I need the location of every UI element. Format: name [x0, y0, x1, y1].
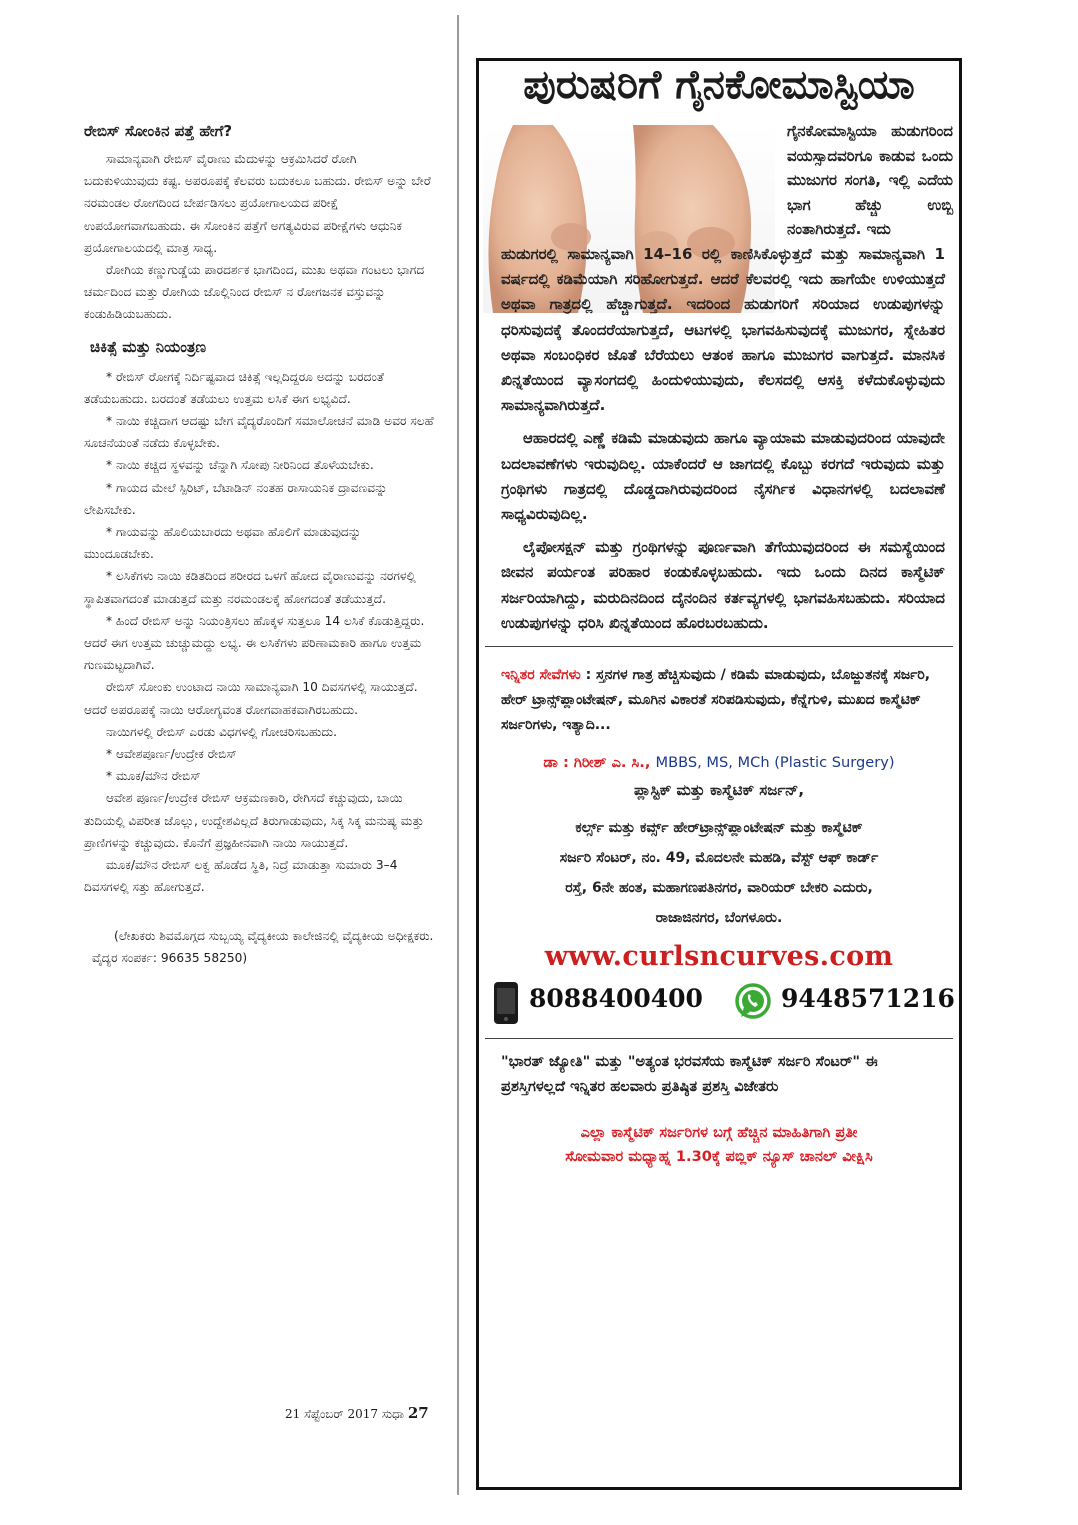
- mobile-phone-icon: [491, 980, 521, 1026]
- article-column: [84, 118, 434, 969]
- clinic-address-4: ರಾಜಾಜಿನಗರ, ಬೆಂಗಳೂರು.: [655, 910, 783, 927]
- doctor-name: ಡಾ : ಗಿರೀಶ್ ಎ. ಸಿ.,: [543, 754, 651, 772]
- ad-headline: ಪುರುಷರಿಗೆ ಗೈನಕೋಮಾಸ್ಟಿಯಾ: [523, 62, 915, 108]
- paragraph-5: ಆವೇಶ ಪೂರ್ಣ/ಉದ್ರೇಕ ರೇಬಿಸ್ ಆಕ್ರಮಣಕಾರಿ, ರೇಗಿಸದೆ ಕಚ್ಚುವುದು, ಬಾಯಿ ತುದಿಯಲ್ಲಿ ವಿಪರೀತ ಜೊಲ್ಲು, ಉದ್ದೇಶವಿಲ್ಲದೆ ತಿರುಗಾಡುವುದು, ಸಿಕ್ಕ ಸಿಕ್ಕ ಮನುಷ್ಯ ಮತ್ತು ಪ್ರಾಣಿಗಳನ್ನು ಕಚ್ಚುವುದು. ಕೊನೆಗೆ ಪ್ರಜ್ಞಹೀನವಾಗಿ ನಾಯಿ ಸಾಯುತ್ತದೆ.: [84, 791, 424, 850]
- ad-body: [479, 109, 959, 1169]
- heading-detection: ರೇಬಿಸ್ ಸೋಂಕಿನ ಪತ್ತೆ ಹೇಗೆ?: [84, 122, 233, 140]
- treatment-item-6: * ಲಸಿಕೆಗಳು ನಾಯಿ ಕಡಿತದಿಂದ ಶರೀರದ ಒಳಗೆ ಹೋದ ವೈರಾಣುವನ್ನು ನರಗಳಲ್ಲಿ ಸ್ಥಾಪಿತವಾಗದಂತೆ ಮಾಡುತ್ತದೆ ಮತ್ತು ನರಮಂಡಲಕ್ಕೆ ಹೋಗದಂತೆ ತಡೆಯುತ್ತದೆ.: [84, 569, 416, 606]
- whatsapp-icon: [733, 982, 773, 1022]
- other-services: [485, 657, 953, 738]
- doctor-line: [485, 754, 953, 771]
- tv-notice-line-1: ಎಲ್ಲಾ ಕಾಸ್ಮೆಟಿಕ್ ಸರ್ಜರಿಗಳ ಬಗ್ಗೆ ಹೆಚ್ಚಿನ ಮಾಹಿತಿಗಾಗಿ ಪ್ರತೀ: [580, 1124, 858, 1142]
- page-number: 27: [407, 1404, 429, 1422]
- rabies-type-2: * ಮೂಕ/ಮೌನ ರೇಬಿಸ್: [106, 769, 201, 784]
- treatment-item-3: * ನಾಯಿ ಕಚ್ಚಿದ ಸ್ಥಳವನ್ನು ಚೆನ್ನಾಗಿ ಸೋಪು ನೀರಿನಿಂದ ತೊಳೆಯಬೇಕು.: [106, 458, 374, 473]
- whatsapp-number[interactable]: 9448571216: [781, 984, 955, 1014]
- doctor-title: ಪ್ಲಾಸ್ಟಿಕ್ ಮತ್ತು ಕಾಸ್ಮೆಟಿಕ್ ಸರ್ಜನ್,: [633, 781, 805, 800]
- tv-notice: [485, 1121, 953, 1169]
- paragraph-3: ರೇಬಿಸ್ ಸೋಂಕು ಉಂಟಾದ ನಾಯಿ ಸಾಮಾನ್ಯವಾಗಿ 10 ದಿವಸಗಳಲ್ಲಿ ಸಾಯುತ್ತದೆ. ಆದರೆ ಅಪರೂಪಕ್ಕೆ ನಾಯಿ ಆರೋಗ್ಯವಂತ ರೋಗವಾಹಕವಾಗಿರಬಹುದು.: [84, 680, 418, 717]
- phone-number[interactable]: 8088400400: [529, 984, 703, 1014]
- treatment-item-4: * ಗಾಯದ ಮೇಲೆ ಸ್ಪಿರಿಟ್, ಬೆಟಾಡಿನ್ ನಂತಹ ರಾಸಾಯನಿಕ ದ್ರಾವಣವನ್ನು ಲೇಪಿಸಬೇಕು.: [84, 480, 388, 517]
- ad-divider: [485, 646, 953, 647]
- paragraph-6: ಮೂಕ/ಮೌನ ರೇಬಿಸ್ ಲಕ್ವ ಹೊಡೆದ ಸ್ಥಿತಿ, ನಿದ್ರೆ ಮಾಡುತ್ತಾ ಸುಮಾರು 3–4 ದಿವಸಗಳಲ್ಲಿ ಸತ್ತು ಹೋಗುತ್ತದೆ.: [84, 858, 398, 895]
- advertisement-box: [476, 58, 962, 1490]
- ad-body-2: ಆಹಾರದಲ್ಲಿ ಎಣ್ಣೆ ಕಡಿಮೆ ಮಾಡುವುದು ಹಾಗೂ ವ್ಯಾಯಾಮ ಮಾಡುವುದರಿಂದ ಯಾವುದೇ ಬದಲಾವಣೆಗಳು ಇರುವುದಿಲ್ಲ. ಯಾಕೆಂದರೆ ಆ ಜಾಗದಲ್ಲಿ ಕೊಬ್ಬು ಕರಗದೆ ಇರುವುದು ಮತ್ತು ಗ್ರಂಥಿಗಳು ಗಾತ್ರದಲ್ಲಿ ದೊಡ್ಡದಾಗಿರುವುದರಿಂದ ನೈಸರ್ಗಿಕ ವಿಧಾನಗಳಲ್ಲಿ ಬದಲಾವಣೆ ಸಾಧ್ಯವಿರುವುದಿಲ್ಲ.: [501, 429, 945, 523]
- treatment-item-5: * ಗಾಯವನ್ನು ಹೊಲಿಯಬಾರದು ಅಥವಾ ಹೊಲಿಗೆ ಮಾಡುವುದನ್ನು ಮುಂದೂಡಬೇಕು.: [84, 525, 362, 562]
- column-divider: [457, 15, 459, 1495]
- website-link[interactable]: www.curlsncurves.com: [544, 941, 894, 973]
- treatment-item-7: * ಹಿಂದೆ ರೇಬಿಸ್ ಅನ್ನು ನಿಯಂತ್ರಿಸಲು ಹೊಕ್ಕಳ ಸುತ್ತಲೂ 14 ಲಸಿಕೆ ಕೊಡುತ್ತಿದ್ದರು. ಆದರೆ ಈಗ ಉತ್ತಮ ಚುಚ್ಚುಮದ್ದು ಲಭ್ಯ. ಈ ಲಸಿಕೆಗಳು ಪರಿಣಾಮಕಾರಿ ಹಾಗೂ ಉತ್ತಮ ಗುಣಮಟ್ಟದಾಗಿವೆ.: [84, 613, 425, 673]
- clinic-address-3: ರಸ್ತೆ, 6ನೇ ಹಂತ, ಮಹಾಗಣಪತಿನಗರ, ವಾರಿಯರ್ ಬೇಕರಿ ಎದುರು,: [565, 880, 873, 897]
- services-text: : ಸ್ತನಗಳ ಗಾತ್ರ ಹೆಚ್ಚಿಸುವುದು / ಕಡಿಮೆ ಮಾಡುವುದು, ಬೊಜ್ಜುತನಕ್ಕೆ ಸರ್ಜರಿ, ಹೇರ್ ಟ್ರಾನ್ಸ್‌ಪ್ಲಾಂಟೇಷನ್, ಮೂಗಿನ ವಿಕಾರತೆ ಸರಿಪಡಿಸುವುದು, ಕೆನ್ನೆಗುಳಿ, ಮುಖದ ಕಾಸ್ಮೆಟಿಕ್ ಸರ್ಜರಿಗಳು, ಇತ್ಯಾದಿ...: [501, 667, 931, 734]
- ad-divider-2: [485, 1038, 953, 1039]
- tv-notice-line-2: ಸೋಮವಾರ ಮಧ್ಯಾಹ್ನ 1.30ಕ್ಕೆ ಪಬ್ಲಿಕ್ ನ್ಯೂಸ್ ಚಾನಲ್ ವೀಕ್ಷಿಸಿ: [565, 1148, 873, 1166]
- phone-row: [485, 980, 953, 1028]
- clinic-address-2: ಸರ್ಜರಿ ಸೆಂಟರ್, ನಂ. 49, ಮೊದಲನೇ ಮಹಡಿ, ವೆಸ್ಟ್ ಆಫ್ ಕಾರ್ಡ್: [559, 850, 879, 867]
- page-folio: [285, 1404, 429, 1422]
- author-byline: (ಲೇಖಕರು ಶಿವಮೊಗ್ಗದ ಸುಬ್ಬಯ್ಯ ವೈದ್ಯಕೀಯ ಕಾಲೇಜಿನಲ್ಲಿ ವೈದ್ಯಕೀಯ ಅಧೀಕ್ಷಕರು. ವೈದ್ಯರ ಸಂಪರ್ಕ: 96635 58250): [92, 928, 434, 965]
- heading-treatment: ಚಿಕಿತ್ಸೆ ಮತ್ತು ನಿಯಂತ್ರಣ: [90, 337, 207, 356]
- services-label: ಇನ್ನಿತರ ಸೇವೆಗಳು: [501, 667, 581, 684]
- paragraph-2: ರೋಗಿಯ ಕಣ್ಣುಗುಡ್ಡೆಯ ಪಾರದರ್ಶಕ ಭಾಗದಿಂದ, ಮುಖ ಅಥವಾ ಗಂಟಲು ಭಾಗದ ಚರ್ಮದಿಂದ ಮತ್ತು ರೋಗಿಯ ಜೊಲ್ಲಿನಿಂದ ರೇಬಿಸ್ ನ ರೋಗಜನಕ ವಸ್ತುವನ್ನು ಕಂಡುಹಿಡಿಯಬಹುದು.: [84, 263, 425, 322]
- paragraph-1: ಸಾಮಾನ್ಯವಾಗಿ ರೇಬಿಸ್ ವೈರಾಣು ಮೆದುಳನ್ನು ಆಕ್ರಮಿಸಿದರೆ ರೋಗಿ ಬದುಕುಳಿಯುವುದು ಕಷ್ಟ. ಅಪರೂಪಕ್ಕೆ ಕೆಲವರು ಬದುಕಲೂ ಬಹುದು. ರೇಬಿಸ್ ಅನ್ನು ಬೇರೆ ನರಮಂಡಲ ರೋಗದಿಂದ ಬೇರ್ಪಡಿಸಲು ಪ್ರಯೋಗಾಲಯದ ಪರೀಕ್ಷೆ ಉಪಯೋಗವಾಗಬಹುದು. ಈ ಸೋಂಕಿನ ಪತ್ತೆಗೆ ಅಗತ್ಯವಿರುವ ಪರೀಕ್ಷೆಗಳು ಆಧುನಿಕ ಪ್ರಯೋಗಾಲಯದಲ್ಲಿ ಮಾತ್ರ ಸಾಧ್ಯ.: [84, 152, 431, 255]
- clinic-address-1: ಕರ್ಲ್ಸ್ ಮತ್ತು ಕರ್ವ್ಸ್ ಹೇರ್‌ಟ್ರಾನ್ಸ್‌ಪ್ಲಾಂಟೇಷನ್ ಮತ್ತು ಕಾಸ್ಮೆಟಿಕ್: [575, 820, 863, 837]
- ad-intro: ಗೈನಕೋಮಾಸ್ಟಿಯಾ ಹುಡುಗರಿಂದ ವಯಸ್ಸಾದವರಿಗೂ ಕಾಡುವ ಒಂದು ಮುಜುಗರ ಸಂಗತಿ, ಇಲ್ಲಿ ಎದೆಯ ಭಾಗ ಹೆಚ್ಚು ಉಬ್ಬಿ ನಂತಾಗಿರುತ್ತದೆ. ಇದು: [787, 122, 953, 239]
- folio-date: 21 ಸೆಪ್ಟೆಂಬರ್ 2017 ಸುಧಾ: [285, 1407, 404, 1421]
- ad-body-3: ಲೈಪೋಸಕ್ಷನ್ ಮತ್ತು ಗ್ರಂಥಿಗಳನ್ನು ಪೂರ್ಣವಾಗಿ ತೆಗೆಯುವುದರಿಂದ ಈ ಸಮಸ್ಯೆಯಿಂದ ಜೀವನ ಪರ್ಯಂತ ಪರಿಹಾರ ಕಂಡುಕೊಳ್ಳಬಹುದು. ಇದು ಒಂದು ದಿನದ ಕಾಸ್ಮೆಟಿಕ್ ಸರ್ಜರಿಯಾಗಿದ್ದು, ಮರುದಿನದಿಂದ ದೈನಂದಿನ ಕರ್ತವ್ಯಗಳಲ್ಲಿ ಭಾಗವಹಿಸಬಹುದು. ಸರಿಯಾದ ಉಡುಪುಗಳನ್ನು ಧರಿಸಿ ಖಿನ್ನತೆಯಿಂದ ಹೊರಬರಬಹುದು.: [501, 538, 945, 632]
- treatment-item-1: * ರೇಬಿಸ್ ರೋಗಕ್ಕೆ ನಿರ್ದಿಷ್ಟವಾದ ಚಿಕಿತ್ಸೆ ಇಲ್ಲದಿದ್ದರೂ ಅದನ್ನು ಬರದಂತೆ ತಡೆಯಬಹುದು. ಬರದಂತೆ ತಡೆಯಲು ಉತ್ತಮ ಲಸಿಕೆ ಈಗ ಲಭ್ಯವಿದೆ.: [84, 369, 384, 406]
- paragraph-4: ನಾಯಿಗಳಲ್ಲಿ ರೇಬಿಸ್ ಎರಡು ವಿಧಗಳಲ್ಲಿ ಗೋಚರಿಸಬಹುದು.: [106, 724, 338, 739]
- rabies-type-1: * ಆವೇಶಪೂರ್ಣ/ಉದ್ರೇಕ ರೇಬಿಸ್: [106, 747, 237, 762]
- ad-body-1: ಹುಡುಗರಲ್ಲಿ ಸಾಮಾನ್ಯವಾಗಿ 14–16 ರಲ್ಲಿ ಕಾಣಿಸಿಕೊಳ್ಳುತ್ತದೆ ಮತ್ತು ಸಾಮಾನ್ಯವಾಗಿ 1 ವರ್ಷದಲ್ಲಿ ಕಡಿಮೆಯಾಗಿ ಸರಿಹೋಗುತ್ತದೆ. ಆದರೆ ಕೆಲವರಲ್ಲಿ ಇದು ಹಾಗೆಯೇ ಉಳಿಯುತ್ತದೆ ಅಥವಾ ಗಾತ್ರದಲ್ಲಿ ಹೆಚ್ಚಾಗುತ್ತದೆ. ಇದರಿಂದ ಹುಡುಗರಿಗೆ ಸರಿಯಾದ ಉಡುಪುಗಳನ್ನು ಧರಿಸುವುದಕ್ಕೆ ತೊಂದರೆಯಾಗುತ್ತದೆ, ಆಟಗಳಲ್ಲಿ ಭಾಗವಹಿಸುವುದಕ್ಕೆ ಮುಜುಗರ, ಸ್ನೇಹಿತರ ಅಥವಾ ಸಂಬಂಧಿಕರ ಜೊತೆ ಬೆರೆಯಲು ಆತಂಕ ಹಾಗೂ ಮುಜುಗರ ವಾಗುತ್ತದೆ. ಮಾನಸಿಕ ಖಿನ್ನತೆಯಿಂದ ವ್ಯಾಸಂಗದಲ್ಲಿ ಹಿಂದುಳಿಯುವುದು, ಕೆಲಸದಲ್ಲಿ ಆಸಕ್ತಿ ಕಳೆದುಕೊಳ್ಳುವುದು ಸಾಮಾನ್ಯವಾಗಿರುತ್ತದೆ.: [501, 244, 945, 415]
- awards-text: "ಭಾರತ್ ಜ್ಯೋತಿ" ಮತ್ತು "ಅತ್ಯಂತ ಭರವಸೆಯ ಕಾಸ್ಮೆಟಿಕ್ ಸರ್ಜರಿ ಸೆಂಟರ್" ಈ ಪ್ರಶಸ್ತಿಗಳಲ್ಲದೆ ಇನ್ನಿತರ ಹಲವಾರು ಪ್ರತಿಷ್ಠಿತ ಪ್ರಶಸ್ತಿ ವಿಜೇತರು: [501, 1053, 878, 1096]
- doctor-degrees: MBBS, MS, MCh (Plastic Surgery): [655, 754, 895, 772]
- treatment-item-2: * ನಾಯಿ ಕಚ್ಚಿದಾಗ ಆದಷ್ಟು ಬೇಗ ವೈದ್ಯರೊಂದಿಗೆ ಸಮಾಲೋಚನೆ ಮಾಡಿ ಅವರ ಸಲಹೆ ಸೂಚನೆಯಂತೆ ನಡೆದು ಕೊಳ್ಳಬೇಕು.: [84, 414, 434, 451]
